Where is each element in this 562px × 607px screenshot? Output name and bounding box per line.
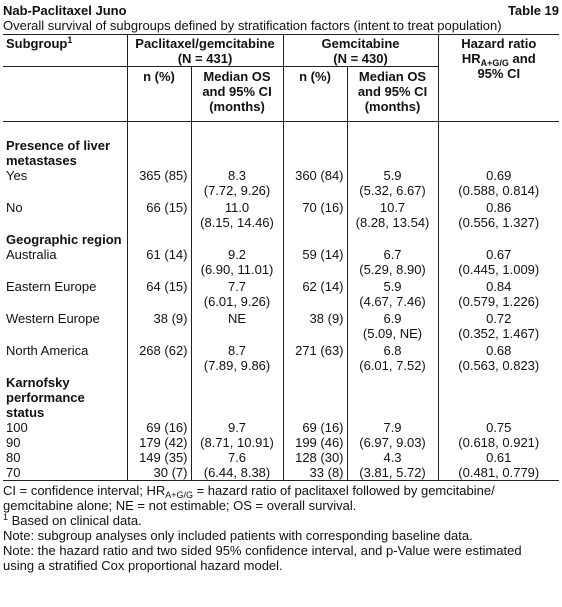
pg-n-header: n (%) xyxy=(127,67,191,122)
g-n-cell: 59 (14) xyxy=(283,247,347,279)
empty-cell xyxy=(283,375,347,420)
hazard-ratio-cell: 0.69 (0.588, 0.814) xyxy=(438,168,559,200)
note-2: Note: subgroup analyses only included patients with corresponding baseline data. xyxy=(3,528,473,543)
section-title: Karnofsky performance status xyxy=(6,375,85,420)
g-median-header: Median OS and 95% CI (months) xyxy=(347,67,438,122)
empty-cell xyxy=(283,232,347,247)
row-label: 90 xyxy=(6,435,21,450)
section-title: Geographic region xyxy=(6,232,122,247)
hazard-ratio-cell: 0.67 (0.445, 1.009) xyxy=(438,247,559,279)
g-n-cell: 70 (16) xyxy=(283,200,347,232)
g-median-cell: 5.9 (5.32, 6.67) xyxy=(347,168,438,200)
pg-n-cell: 66 (15) xyxy=(127,200,191,232)
document-header xyxy=(3,3,559,18)
empty-cell xyxy=(347,232,438,247)
table-caption: Overall survival of subgroups defined by stratification factors (intent to treat population) xyxy=(3,18,559,35)
empty-cell xyxy=(127,138,191,168)
empty-cell xyxy=(191,375,283,420)
empty-cell xyxy=(191,232,283,247)
gemcitabine-header: Gemcitabine (N = 430) xyxy=(283,35,438,67)
g-n-cell: 33 (8) xyxy=(283,465,347,481)
table-row xyxy=(3,311,559,343)
g-median-cell: 6.9 (5.09, NE) xyxy=(347,311,438,343)
pg-median-cell: 7.6 xyxy=(191,450,283,465)
empty-cell xyxy=(438,138,559,168)
survival-table xyxy=(3,35,559,481)
g-median-cell: 6.8 (6.01, 7.52) xyxy=(347,343,438,375)
table-row xyxy=(3,435,559,450)
table-row xyxy=(3,200,559,232)
table-row xyxy=(3,450,559,465)
pg-n-cell: 365 (85) xyxy=(127,168,191,200)
hazard-ratio-cell: 0.61 xyxy=(438,450,559,465)
empty-cell xyxy=(127,375,191,420)
subgroup-header: Subgroup$^1$ xyxy=(3,35,127,67)
pg-median-header: Median OS and 95% CI (months) xyxy=(191,67,283,122)
note-3: Note: the hazard ratio and two sided 95% confidence interval, and p-Value were estimated xyxy=(3,543,522,558)
g-n-cell: 38 (9) xyxy=(283,311,347,343)
hazard-ratio-cell: 0.75 xyxy=(438,420,559,435)
table-row xyxy=(3,343,559,375)
pg-median-cell: 8.3 (7.72, 9.26) xyxy=(191,168,283,200)
g-median-cell: 4.3 xyxy=(347,450,438,465)
row-label: 80 xyxy=(6,450,21,465)
abbreviations-line2: gemcitabine alone; NE = not estimable; OS = overall survival. xyxy=(3,498,357,513)
pg-median-cell: 9.2 (6.90, 11.01) xyxy=(191,247,283,279)
empty-cell xyxy=(283,138,347,168)
g-median-cell: (3.81, 5.72) xyxy=(347,465,438,481)
section-heading-row xyxy=(3,138,559,168)
g-median-cell: 6.7 (5.29, 8.90) xyxy=(347,247,438,279)
pg-median-cell: 9.7 xyxy=(191,420,283,435)
row-label: North America xyxy=(6,343,89,358)
table-row xyxy=(3,420,559,435)
pg-n-cell: 30 (7) xyxy=(127,465,191,481)
subgroup-header-blank xyxy=(3,67,127,122)
g-median-cell: (6.97, 9.03) xyxy=(347,435,438,450)
g-median-cell: 5.9 (4.67, 7.46) xyxy=(347,279,438,311)
pg-median-cell: (6.44, 8.38) xyxy=(191,465,283,481)
row-label: 70 xyxy=(3,465,127,481)
empty-cell xyxy=(347,375,438,420)
section-title: Presence of liver metastases xyxy=(6,138,111,168)
hazard-ratio-cell: 0.86 (0.556, 1.327) xyxy=(438,200,559,232)
row-label: Eastern Europe xyxy=(6,279,97,294)
g-n-cell: 128 (30) xyxy=(283,450,347,465)
footnotes xyxy=(3,483,559,573)
g-n-cell: 360 (84) xyxy=(283,168,347,200)
pg-median-cell: (8.71, 10.91) xyxy=(191,435,283,450)
pg-median-cell: NE xyxy=(191,311,283,343)
g-n-cell: 62 (14) xyxy=(283,279,347,311)
hazard-ratio-cell: 0.68 (0.563, 0.823) xyxy=(438,343,559,375)
g-n-cell: 271 (63) xyxy=(283,343,347,375)
drug-name: Nab-Paclitaxel Juno xyxy=(3,3,127,18)
g-n-cell: 199 (46) xyxy=(283,435,347,450)
hazard-ratio-cell: (0.481, 0.779) xyxy=(438,465,559,481)
section-heading-row xyxy=(3,375,559,420)
g-median-cell: 7.9 xyxy=(347,420,438,435)
row-label: No xyxy=(6,200,23,215)
table-body xyxy=(3,122,559,481)
hazard-ratio-header: Hazard ratio $HR_{A+G/G}$ and 95% CI xyxy=(438,35,559,122)
pg-n-cell: 61 (14) xyxy=(127,247,191,279)
document-page xyxy=(3,3,559,573)
table-row xyxy=(3,279,559,311)
abbreviations-line1: CI = confidence interval; $HR_{A+G/G}$ = hazard ratio of paclitaxel followed by gemcitabine/ xyxy=(3,483,495,500)
empty-cell xyxy=(127,232,191,247)
footnote-1: $^1$ Based on clinical data. xyxy=(3,512,142,528)
row-label: Western Europe xyxy=(6,311,100,326)
pg-median-cell: 11.0 (8.15, 14.46) xyxy=(191,200,283,232)
pg-n-cell: 149 (35) xyxy=(127,450,191,465)
pg-median-cell: 8.7 (7.89, 9.86) xyxy=(191,343,283,375)
pg-n-cell: 69 (16) xyxy=(127,420,191,435)
pg-n-cell: 268 (62) xyxy=(127,343,191,375)
paclitaxel-gemcitabine-header: Paclitaxel/gemcitabine (N = 431) xyxy=(127,35,283,67)
empty-cell xyxy=(438,375,559,420)
header-row-groups xyxy=(3,35,559,67)
table-number: Table 19 xyxy=(507,3,559,18)
hazard-ratio-cell: 0.84 (0.579, 1.226) xyxy=(438,279,559,311)
row-label: 100 xyxy=(6,420,28,435)
spacer-row xyxy=(3,122,559,139)
pg-n-cell: 64 (15) xyxy=(127,279,191,311)
g-n-header: n (%) xyxy=(283,67,347,122)
table-row xyxy=(3,465,559,481)
row-label: Yes xyxy=(6,168,28,183)
empty-cell xyxy=(438,232,559,247)
pg-n-cell: 38 (9) xyxy=(127,311,191,343)
section-heading-row xyxy=(3,232,559,247)
empty-cell xyxy=(347,138,438,168)
pg-median-cell: 7.7 (6.01, 9.26) xyxy=(191,279,283,311)
empty-cell xyxy=(191,138,283,168)
table-row xyxy=(3,247,559,279)
hazard-ratio-cell: 0.72 (0.352, 1.467) xyxy=(438,311,559,343)
hazard-ratio-cell: (0.618, 0.921) xyxy=(438,435,559,450)
g-n-cell: 69 (16) xyxy=(283,420,347,435)
g-median-cell: 10.7 (8.28, 13.54) xyxy=(347,200,438,232)
pg-n-cell: 179 (42) xyxy=(127,435,191,450)
row-label: Australia xyxy=(6,247,57,262)
table-row xyxy=(3,168,559,200)
note-4: using a stratified Cox proportional hazard model. xyxy=(3,558,283,573)
